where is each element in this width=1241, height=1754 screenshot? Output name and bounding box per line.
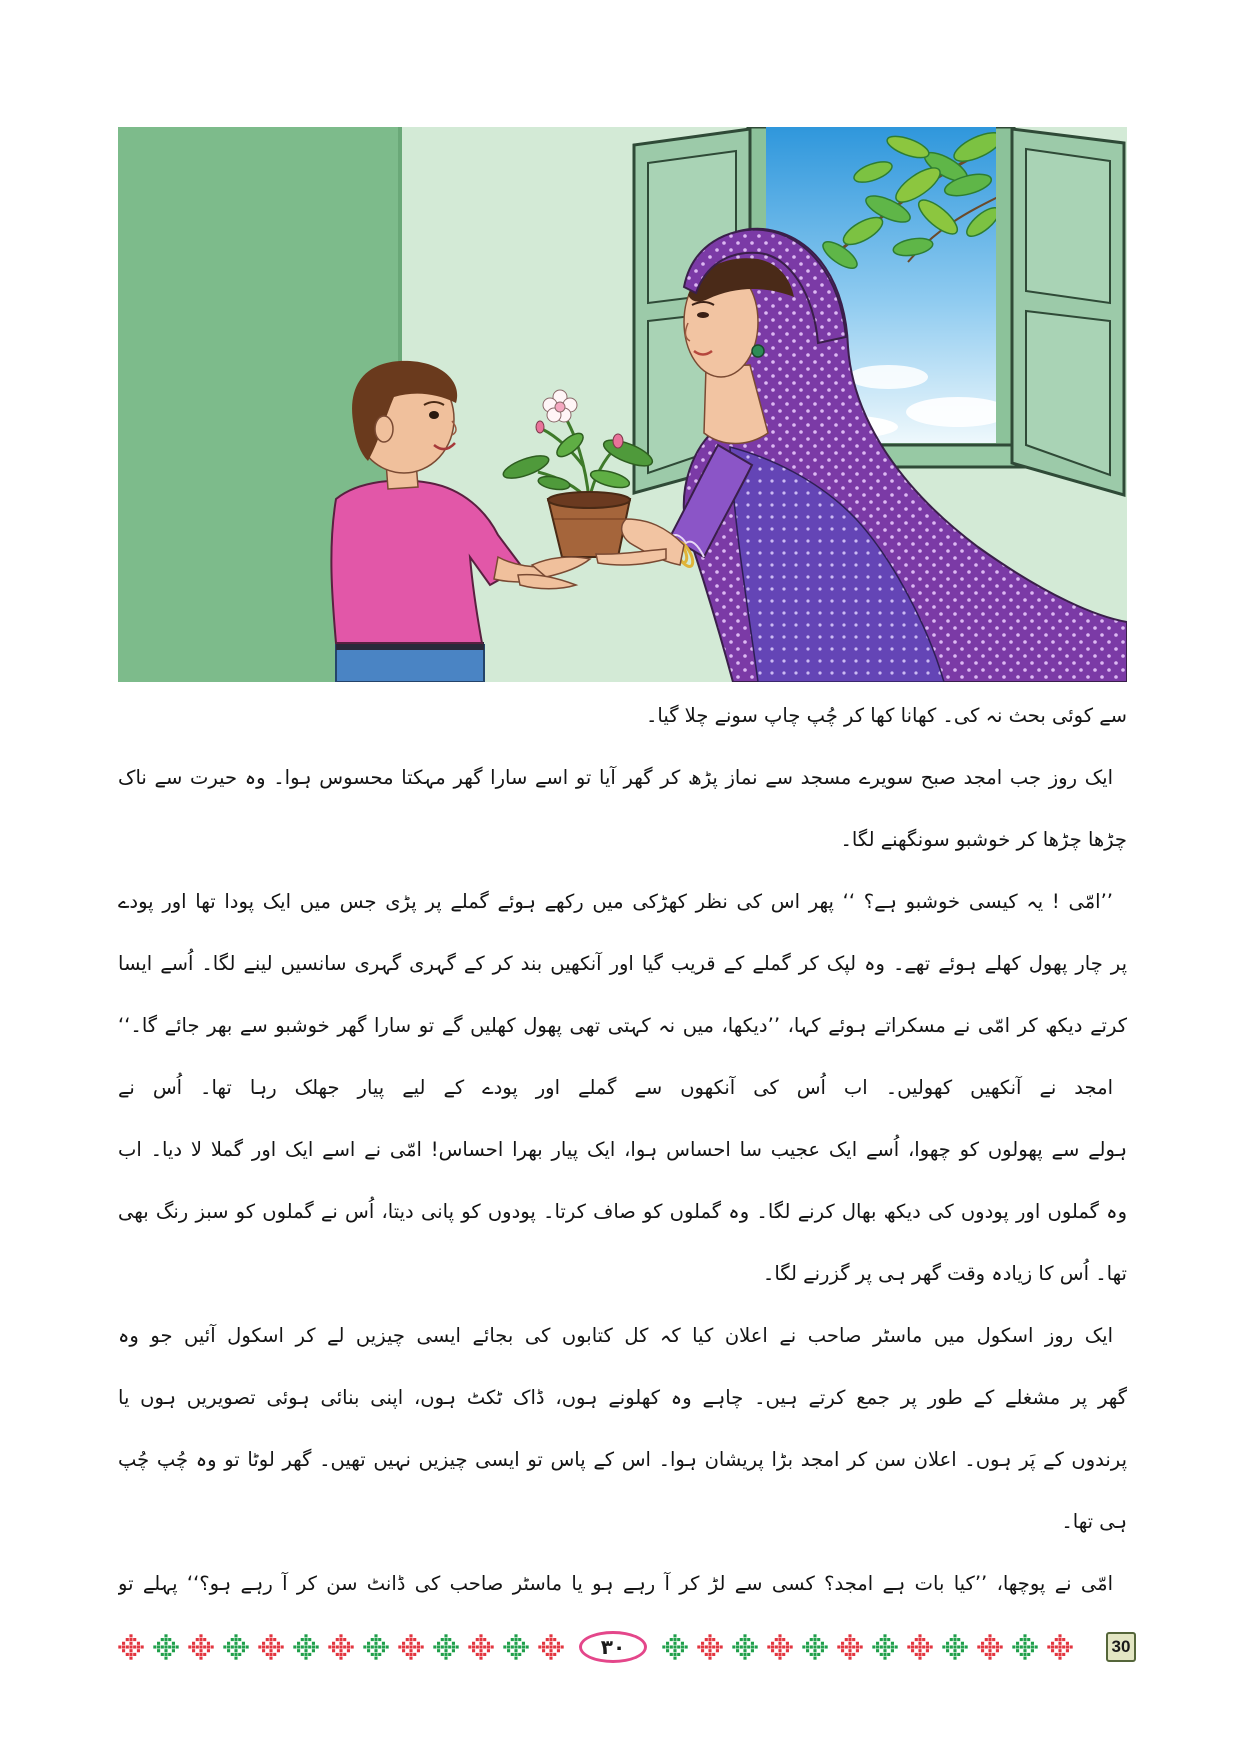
- story-illustration: [118, 127, 1127, 682]
- text-line: سے کوئی بحث نہ کی۔ کھانا کھا کر چُپ چاپ سونے چلا گیا۔: [645, 704, 1127, 727]
- earring: [752, 345, 764, 357]
- right-shutter: [1012, 129, 1124, 495]
- paragraph: [118, 747, 1127, 871]
- text-line: ایک روز اسکول میں ماسٹر صاحب نے اعلان کیا کہ کل کتابوں کی بجائے ایسی چیزیں لے کر اسکول آئیں جو وہ: [118, 1324, 1113, 1347]
- ornament-icon: [942, 1634, 968, 1660]
- text-line: امجد نے آنکھیں کھولیں۔ اب اُس کی آنکھوں سے گملے اور پودے کے لیے پیار جھلک رہا تھا۔ اُس نے: [118, 1076, 1113, 1099]
- ornament-icon: [118, 1634, 144, 1660]
- ornament-icon: [223, 1634, 249, 1660]
- text-line: گھر پر مشغلے کے طور پر جمع کرتے ہیں۔ چاہے وہ کھلونے ہوں، ڈاک ٹکٹ ہوں، اپنی بنائی ہوئی تصویریں ہوں یا: [118, 1386, 1127, 1409]
- page-number-box: [1106, 1632, 1136, 1662]
- ornament-icon: [662, 1634, 688, 1660]
- ornament-icon: [837, 1634, 863, 1660]
- text-line: ہی تھا۔: [1061, 1510, 1127, 1533]
- ornament-icon: [468, 1634, 494, 1660]
- ornament-icon: [1047, 1634, 1073, 1660]
- text-line: پر چار پھول کھلے ہوئے تھے۔ وہ لپک کر گملے کے قریب گیا اور آنکھیں بند کر کے گہری گہری سانسیں لینے لگا۔ اُسے ایسا: [118, 952, 1127, 975]
- text-line: ہولے سے پھولوں کو چھوا، اُسے ایک عجیب سا احساس ہوا، ایک پیار بھرا احساس! امّی نے اسے ایک اور گملا لا دیا۔ اب: [118, 1138, 1127, 1161]
- story-text: [118, 685, 1127, 1615]
- ornament-icon: [363, 1634, 389, 1660]
- paragraph: [118, 1553, 1127, 1615]
- ornament-icon: [538, 1634, 564, 1660]
- ornament-icon: [433, 1634, 459, 1660]
- ornament-icon: [977, 1634, 1003, 1660]
- paragraph: [118, 1305, 1127, 1553]
- text-line: امّی نے پوچھا، ’’کیا بات ہے امجد؟ کسی سے لڑ کر آ رہے ہو یا ماسٹر صاحب کی ڈانٹ سن کر آ رہے ہو؟‘‘ پہلے تو: [118, 1572, 1113, 1595]
- page-number-urdu-text: ۳۰: [600, 1635, 626, 1659]
- ornament-icon: [398, 1634, 424, 1660]
- ornament-icon: [1012, 1634, 1038, 1660]
- ornament-icon: [802, 1634, 828, 1660]
- text-line: ایک روز جب امجد صبح سویرے مسجد سے نماز پڑھ کر گھر آیا تو اسے سارا گھر مہکتا محسوس ہوا۔ وہ حیرت سے ناک: [118, 766, 1113, 789]
- text-line: پرندوں کے پَر ہوں۔ اعلان سن کر امجد بڑا پریشان ہوا۔ اس کے پاس تو ایسی چیزیں نہیں تھیں۔ گھر لوٹا تو وہ چُپ چُپ: [118, 1448, 1127, 1471]
- ornament-icon: [767, 1634, 793, 1660]
- ornament-icon: [697, 1634, 723, 1660]
- paragraph: [118, 685, 1127, 747]
- paragraph: [118, 1057, 1127, 1305]
- text-line: کرتے دیکھ کر امّی نے مسکراتے ہوئے کہا، ’’دیکھا، میں نہ کہتی تھی پھول کھلیں گے تو سارا گھر خوشبو سے بھر جائے گا۔‘‘: [118, 1014, 1127, 1037]
- ornament-icon: [188, 1634, 214, 1660]
- paragraph: [118, 871, 1127, 1057]
- flower-pot: [548, 492, 630, 557]
- ornament-icon: [153, 1634, 179, 1660]
- ornament-icon: [732, 1634, 758, 1660]
- page-number-text: 30: [1111, 1637, 1131, 1656]
- ornament-icon: [503, 1634, 529, 1660]
- text-line: ’’امّی ! یہ کیسی خوشبو ہے؟ ‘‘ پھر اس کی نظر کھڑکی میں رکھے ہوئے گملے پر پڑی جس میں ایک پودا تھا اور پودے: [118, 890, 1113, 913]
- page-number-urdu: [579, 1631, 647, 1663]
- ornament-icon: [293, 1634, 319, 1660]
- text-line: وہ گملوں اور پودوں کی دیکھ بھال کرنے لگا۔ وہ گملوں کو صاف کرتا۔ پودوں کو پانی دیتا، اُس نے گملوں کو سبز رنگ بھی: [118, 1200, 1127, 1223]
- ornament-icon: [258, 1634, 284, 1660]
- ornament-icon: [907, 1634, 933, 1660]
- ornament-icon: [872, 1634, 898, 1660]
- text-line: تھا۔ اُس کا زیادہ وقت گھر ہی پر گزرنے لگا۔: [762, 1262, 1127, 1285]
- ornament-icon: [328, 1634, 354, 1660]
- jeans: [336, 645, 484, 682]
- text-line: چڑھا چڑھا کر خوشبو سونگھنے لگا۔: [840, 828, 1127, 851]
